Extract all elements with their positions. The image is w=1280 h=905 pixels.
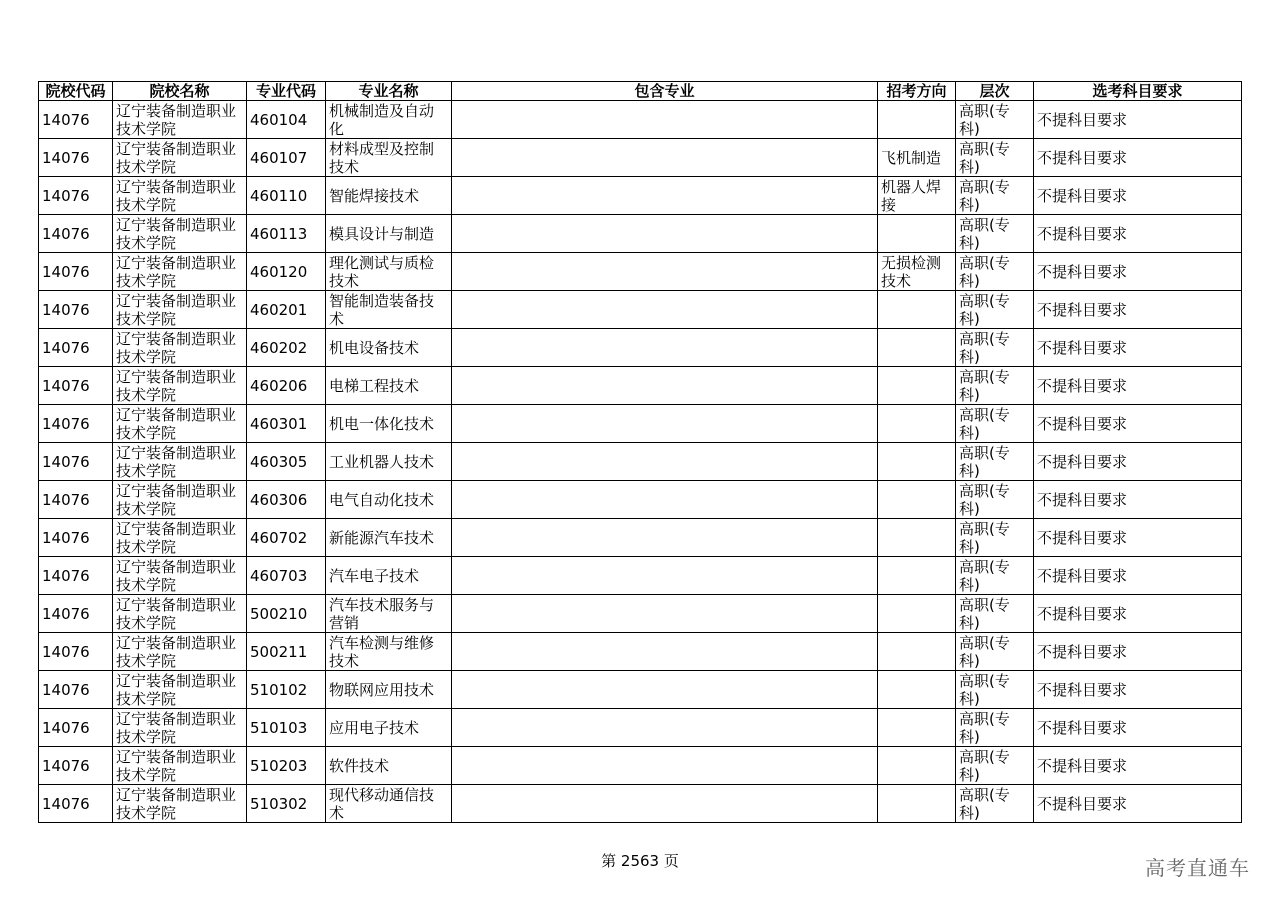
- direction-cell: [878, 291, 956, 329]
- level-cell: 高职(专科): [956, 481, 1034, 519]
- school-code-cell: 14076: [39, 785, 113, 823]
- direction-cell: [878, 633, 956, 671]
- header-included-majors: 包含专业: [452, 82, 878, 101]
- level-cell: 高职(专科): [956, 405, 1034, 443]
- major-code-cell: 460120: [247, 253, 326, 291]
- direction-cell: [878, 557, 956, 595]
- table-row: [39, 329, 1242, 367]
- header-direction: 招考方向: [878, 82, 956, 101]
- major-name-cell: 机电设备技术: [326, 329, 452, 367]
- subject-requirement-cell: 不提科目要求: [1034, 747, 1242, 785]
- school-name-cell: 辽宁装备制造职业技术学院: [113, 747, 247, 785]
- major-name-cell: 智能制造装备技术: [326, 291, 452, 329]
- included-majors-cell: [452, 405, 878, 443]
- school-code-cell: 14076: [39, 329, 113, 367]
- subject-requirement-cell: 不提科目要求: [1034, 557, 1242, 595]
- school-code-cell: 14076: [39, 747, 113, 785]
- school-name-cell: 辽宁装备制造职业技术学院: [113, 519, 247, 557]
- direction-cell: [878, 709, 956, 747]
- subject-requirement-cell: 不提科目要求: [1034, 215, 1242, 253]
- level-cell: 高职(专科): [956, 747, 1034, 785]
- direction-cell: [878, 747, 956, 785]
- major-name-cell: 汽车电子技术: [326, 557, 452, 595]
- table-row: [39, 671, 1242, 709]
- direction-cell: [878, 367, 956, 405]
- major-code-cell: 460301: [247, 405, 326, 443]
- school-name-cell: 辽宁装备制造职业技术学院: [113, 785, 247, 823]
- subject-requirement-cell: 不提科目要求: [1034, 481, 1242, 519]
- level-cell: 高职(专科): [956, 329, 1034, 367]
- school-name-cell: 辽宁装备制造职业技术学院: [113, 177, 247, 215]
- school-name-cell: 辽宁装备制造职业技术学院: [113, 671, 247, 709]
- table-row: [39, 215, 1242, 253]
- school-code-cell: 14076: [39, 443, 113, 481]
- major-name-cell: 理化测试与质检技术: [326, 253, 452, 291]
- direction-cell: [878, 443, 956, 481]
- included-majors-cell: [452, 747, 878, 785]
- table-row: [39, 747, 1242, 785]
- major-name-cell: 模具设计与制造: [326, 215, 452, 253]
- header-school-code: 院校代码: [39, 82, 113, 101]
- direction-cell: [878, 595, 956, 633]
- header-major-name: 专业名称: [326, 82, 452, 101]
- major-code-cell: 460107: [247, 139, 326, 177]
- table-row: [39, 139, 1242, 177]
- school-name-cell: 辽宁装备制造职业技术学院: [113, 405, 247, 443]
- level-cell: 高职(专科): [956, 367, 1034, 405]
- included-majors-cell: [452, 481, 878, 519]
- table-row: [39, 101, 1242, 139]
- school-name-cell: 辽宁装备制造职业技术学院: [113, 443, 247, 481]
- school-code-cell: 14076: [39, 405, 113, 443]
- level-cell: 高职(专科): [956, 671, 1034, 709]
- major-name-cell: 汽车技术服务与营销: [326, 595, 452, 633]
- level-cell: 高职(专科): [956, 215, 1034, 253]
- major-code-cell: 460110: [247, 177, 326, 215]
- included-majors-cell: [452, 633, 878, 671]
- major-name-cell: 智能焊接技术: [326, 177, 452, 215]
- subject-requirement-cell: 不提科目要求: [1034, 785, 1242, 823]
- school-name-cell: 辽宁装备制造职业技术学院: [113, 595, 247, 633]
- major-name-cell: 机械制造及自动化: [326, 101, 452, 139]
- level-cell: 高职(专科): [956, 177, 1034, 215]
- major-name-cell: 应用电子技术: [326, 709, 452, 747]
- subject-requirement-cell: 不提科目要求: [1034, 671, 1242, 709]
- direction-cell: [878, 671, 956, 709]
- watermark: 高考直通车: [1145, 856, 1250, 880]
- direction-cell: [878, 785, 956, 823]
- direction-cell: [878, 101, 956, 139]
- subject-requirement-cell: 不提科目要求: [1034, 405, 1242, 443]
- school-code-cell: 14076: [39, 101, 113, 139]
- school-name-cell: 辽宁装备制造职业技术学院: [113, 709, 247, 747]
- major-code-cell: 460306: [247, 481, 326, 519]
- subject-requirement-cell: 不提科目要求: [1034, 291, 1242, 329]
- included-majors-cell: [452, 443, 878, 481]
- included-majors-cell: [452, 557, 878, 595]
- level-cell: 高职(专科): [956, 253, 1034, 291]
- level-cell: 高职(专科): [956, 785, 1034, 823]
- included-majors-cell: [452, 519, 878, 557]
- included-majors-cell: [452, 139, 878, 177]
- school-code-cell: 14076: [39, 595, 113, 633]
- included-majors-cell: [452, 101, 878, 139]
- major-name-cell: 新能源汽车技术: [326, 519, 452, 557]
- school-code-cell: 14076: [39, 215, 113, 253]
- table-row: [39, 785, 1242, 823]
- subject-requirement-cell: 不提科目要求: [1034, 443, 1242, 481]
- subject-requirement-cell: 不提科目要求: [1034, 253, 1242, 291]
- major-code-cell: 510102: [247, 671, 326, 709]
- table-row: [39, 367, 1242, 405]
- table-row: [39, 595, 1242, 633]
- level-cell: 高职(专科): [956, 633, 1034, 671]
- school-code-cell: 14076: [39, 253, 113, 291]
- included-majors-cell: [452, 595, 878, 633]
- school-name-cell: 辽宁装备制造职业技术学院: [113, 139, 247, 177]
- header-row: [39, 82, 1242, 101]
- major-code-cell: 460702: [247, 519, 326, 557]
- included-majors-cell: [452, 177, 878, 215]
- school-name-cell: 辽宁装备制造职业技术学院: [113, 481, 247, 519]
- school-code-cell: 14076: [39, 177, 113, 215]
- included-majors-cell: [452, 291, 878, 329]
- included-majors-cell: [452, 215, 878, 253]
- major-code-cell: 500210: [247, 595, 326, 633]
- included-majors-cell: [452, 709, 878, 747]
- major-name-cell: 物联网应用技术: [326, 671, 452, 709]
- major-name-cell: 机电一体化技术: [326, 405, 452, 443]
- level-cell: 高职(专科): [956, 139, 1034, 177]
- admission-table: [38, 81, 1242, 823]
- school-code-cell: 14076: [39, 557, 113, 595]
- school-code-cell: 14076: [39, 671, 113, 709]
- included-majors-cell: [452, 253, 878, 291]
- major-name-cell: 现代移动通信技术: [326, 785, 452, 823]
- direction-cell: [878, 519, 956, 557]
- school-name-cell: 辽宁装备制造职业技术学院: [113, 367, 247, 405]
- major-code-cell: 460104: [247, 101, 326, 139]
- header-subject-requirement: 选考科目要求: [1034, 82, 1242, 101]
- major-code-cell: 510203: [247, 747, 326, 785]
- level-cell: 高职(专科): [956, 443, 1034, 481]
- header-level: 层次: [956, 82, 1034, 101]
- table-row: [39, 481, 1242, 519]
- school-name-cell: 辽宁装备制造职业技术学院: [113, 633, 247, 671]
- major-code-cell: 460201: [247, 291, 326, 329]
- school-code-cell: 14076: [39, 291, 113, 329]
- included-majors-cell: [452, 785, 878, 823]
- major-name-cell: 工业机器人技术: [326, 443, 452, 481]
- subject-requirement-cell: 不提科目要求: [1034, 367, 1242, 405]
- table-row: [39, 443, 1242, 481]
- table-row: [39, 557, 1242, 595]
- level-cell: 高职(专科): [956, 101, 1034, 139]
- school-name-cell: 辽宁装备制造职业技术学院: [113, 253, 247, 291]
- included-majors-cell: [452, 329, 878, 367]
- major-name-cell: 软件技术: [326, 747, 452, 785]
- table-row: [39, 633, 1242, 671]
- level-cell: 高职(专科): [956, 519, 1034, 557]
- subject-requirement-cell: 不提科目要求: [1034, 139, 1242, 177]
- level-cell: 高职(专科): [956, 709, 1034, 747]
- table-row: [39, 253, 1242, 291]
- direction-cell: [878, 405, 956, 443]
- school-code-cell: 14076: [39, 139, 113, 177]
- major-code-cell: 460206: [247, 367, 326, 405]
- major-name-cell: 汽车检测与维修技术: [326, 633, 452, 671]
- major-name-cell: 电梯工程技术: [326, 367, 452, 405]
- major-code-cell: 460202: [247, 329, 326, 367]
- level-cell: 高职(专科): [956, 595, 1034, 633]
- direction-cell: 机器人焊接: [878, 177, 956, 215]
- subject-requirement-cell: 不提科目要求: [1034, 519, 1242, 557]
- included-majors-cell: [452, 367, 878, 405]
- direction-cell: [878, 329, 956, 367]
- subject-requirement-cell: 不提科目要求: [1034, 329, 1242, 367]
- major-code-cell: 460305: [247, 443, 326, 481]
- direction-cell: [878, 215, 956, 253]
- table-row: [39, 291, 1242, 329]
- subject-requirement-cell: 不提科目要求: [1034, 101, 1242, 139]
- table-row: [39, 405, 1242, 443]
- subject-requirement-cell: 不提科目要求: [1034, 595, 1242, 633]
- direction-cell: [878, 481, 956, 519]
- major-code-cell: 510302: [247, 785, 326, 823]
- school-code-cell: 14076: [39, 519, 113, 557]
- school-code-cell: 14076: [39, 367, 113, 405]
- table-row: [39, 519, 1242, 557]
- school-name-cell: 辽宁装备制造职业技术学院: [113, 557, 247, 595]
- table-row: [39, 177, 1242, 215]
- subject-requirement-cell: 不提科目要求: [1034, 177, 1242, 215]
- header-major-code: 专业代码: [247, 82, 326, 101]
- major-code-cell: 460113: [247, 215, 326, 253]
- direction-cell: 无损检测技术: [878, 253, 956, 291]
- major-code-cell: 460703: [247, 557, 326, 595]
- subject-requirement-cell: 不提科目要求: [1034, 709, 1242, 747]
- direction-cell: 飞机制造: [878, 139, 956, 177]
- school-code-cell: 14076: [39, 481, 113, 519]
- level-cell: 高职(专科): [956, 557, 1034, 595]
- subject-requirement-cell: 不提科目要求: [1034, 633, 1242, 671]
- major-code-cell: 510103: [247, 709, 326, 747]
- school-name-cell: 辽宁装备制造职业技术学院: [113, 329, 247, 367]
- school-code-cell: 14076: [39, 709, 113, 747]
- school-name-cell: 辽宁装备制造职业技术学院: [113, 101, 247, 139]
- major-name-cell: 材料成型及控制技术: [326, 139, 452, 177]
- school-name-cell: 辽宁装备制造职业技术学院: [113, 215, 247, 253]
- school-name-cell: 辽宁装备制造职业技术学院: [113, 291, 247, 329]
- school-code-cell: 14076: [39, 633, 113, 671]
- included-majors-cell: [452, 671, 878, 709]
- level-cell: 高职(专科): [956, 291, 1034, 329]
- header-school-name: 院校名称: [113, 82, 247, 101]
- table-row: [39, 709, 1242, 747]
- major-code-cell: 500211: [247, 633, 326, 671]
- page-number: 第 2563 页: [601, 852, 679, 870]
- major-name-cell: 电气自动化技术: [326, 481, 452, 519]
